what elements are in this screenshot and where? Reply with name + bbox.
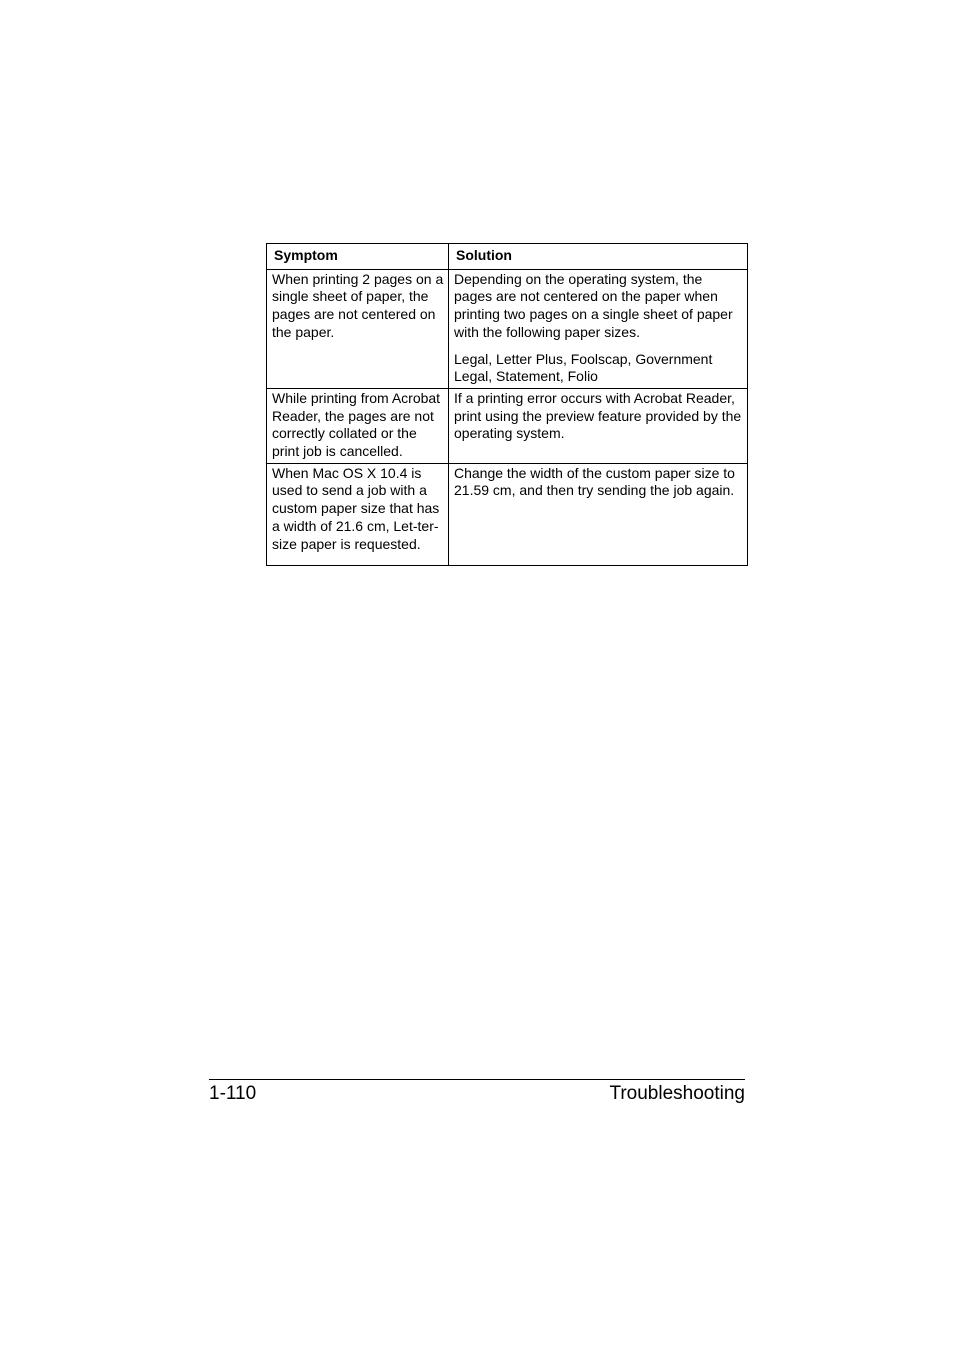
solution-paper-sizes: Legal, Letter Plus, Foolscap, Government Legal, Statement, Folio: [454, 350, 713, 385]
troubleshooting-table: [266, 243, 748, 566]
footer-divider: [209, 1079, 745, 1080]
solution-text: If a printing error occurs with Acrobat Reader, print using the preview feature provided by the operating system.: [454, 389, 742, 442]
symptom-column-header: Symptom: [267, 244, 449, 270]
solution-text: Change the width of the custom paper size to 21.59 cm, and then try sending the job again.: [454, 464, 735, 499]
symptom-text: When Mac OS X 10.4 is used to send a job with a custom paper size that has a width of 21.6 cm, Let-ter-size paper is requested.: [272, 464, 440, 552]
symptom-cell: [267, 269, 449, 388]
table-row: [267, 269, 748, 388]
symptom-text: When printing 2 pages on a single sheet of paper, the pages are not centered on the paper.: [272, 270, 444, 340]
table-row: [267, 463, 748, 566]
footer-section-title: Troubleshooting: [609, 1083, 745, 1104]
symptom-cell: [267, 388, 449, 463]
table-row: [267, 388, 748, 463]
footer-page-number: 1-110: [209, 1083, 257, 1104]
symptom-text: While printing from Acrobat Reader, the pages are not correctly collated or the print job is cancelled.: [272, 389, 441, 460]
symptom-cell: [267, 463, 449, 566]
table-header-row: [267, 244, 748, 270]
solution-cell: [449, 463, 748, 566]
solution-cell: [449, 269, 748, 388]
solution-text: Depending on the operating system, the pages are not centered on the paper when printing two pages on a single sheet of paper with the following paper sizes.: [454, 270, 733, 340]
solution-cell: [449, 388, 748, 463]
solution-column-header: Solution: [449, 244, 748, 270]
